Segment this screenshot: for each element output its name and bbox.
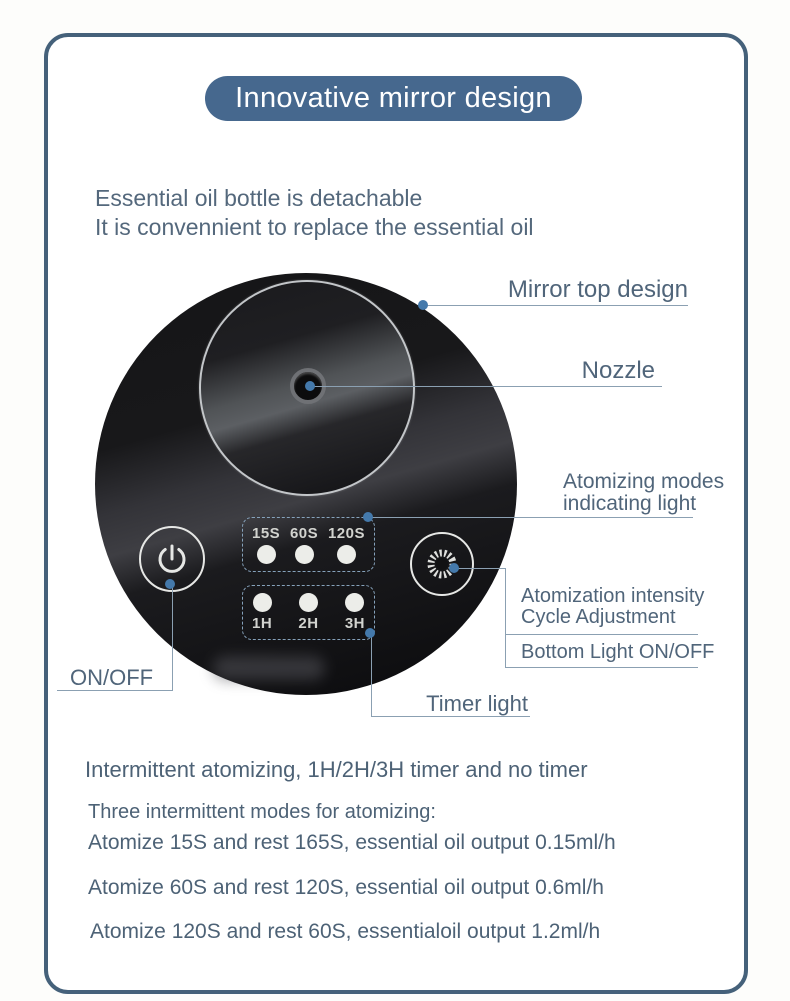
timer-2h bbox=[298, 593, 318, 632]
page-title: Innovative mirror design bbox=[235, 82, 552, 114]
callout-line-modes bbox=[368, 517, 693, 518]
timer-indicator-group bbox=[242, 585, 375, 640]
mode-led bbox=[295, 545, 314, 564]
intro-line-1: Essential oil bottle is detachable bbox=[95, 185, 423, 211]
callout-line-intensity-v bbox=[505, 568, 506, 667]
timer-led bbox=[299, 593, 318, 612]
timer-label: 3H bbox=[344, 615, 365, 632]
mode-led bbox=[257, 545, 276, 564]
mode-label: 120S bbox=[327, 525, 365, 542]
footer-line-1: Intermittent atomizing, 1H/2H/3H timer and no timer bbox=[85, 757, 588, 782]
callout-line-timer-v bbox=[371, 633, 372, 717]
timer-3h bbox=[345, 593, 365, 632]
footer-line-5: Atomize 120S and rest 60S, essentialoil output 1.2ml/h bbox=[90, 920, 601, 943]
mode-60s bbox=[290, 525, 318, 564]
callout-dot-onoff bbox=[165, 579, 175, 589]
mode-label: 60S bbox=[289, 525, 319, 542]
callout-dot-timer bbox=[365, 628, 375, 638]
mode-label: 15S bbox=[252, 525, 281, 542]
label-atomizing-modes: Atomizing modes indicating light bbox=[563, 470, 725, 515]
callout-dot-nozzle bbox=[305, 381, 315, 391]
callout-line-intensity-h bbox=[454, 568, 506, 569]
label-bottom-light: Bottom Light ON/OFF bbox=[521, 641, 715, 663]
intro-line-2: It is convennient to replace the essential oil bbox=[95, 214, 534, 240]
footer-line-2: Three intermittent modes for atomizing: bbox=[88, 801, 436, 823]
label-nozzle: Nozzle bbox=[581, 357, 655, 384]
label-mirror-top: Mirror top design bbox=[507, 276, 688, 303]
intro-text bbox=[95, 184, 534, 242]
callout-dot-intensity bbox=[449, 563, 459, 573]
callout-line-nozzle bbox=[311, 386, 662, 387]
timer-label: 1H bbox=[252, 615, 273, 632]
footer-line-3: Atomize 15S and rest 165S, essential oil output 0.15ml/h bbox=[88, 831, 616, 854]
mode-15s bbox=[252, 525, 280, 564]
power-icon bbox=[152, 539, 192, 579]
title-pill bbox=[205, 76, 582, 121]
mode-led bbox=[337, 545, 356, 564]
diffuser-top-view bbox=[95, 273, 517, 695]
callout-underline-bottom-light bbox=[505, 667, 698, 668]
callout-line-mirror bbox=[423, 305, 688, 306]
intensity-button bbox=[410, 532, 474, 596]
label-timer-light: Timer light bbox=[426, 691, 528, 716]
timer-led bbox=[253, 593, 272, 612]
blurred-watermark bbox=[213, 656, 325, 680]
callout-dot-mirror bbox=[418, 300, 428, 310]
atomizing-modes-indicator-group bbox=[242, 517, 375, 572]
footer-line-4: Atomize 60S and rest 120S, essential oil output 0.6ml/h bbox=[88, 876, 604, 899]
label-on-off: ON/OFF bbox=[70, 665, 154, 690]
timer-led bbox=[345, 593, 364, 612]
callout-underline-intensity bbox=[505, 634, 698, 635]
timer-1h bbox=[252, 593, 272, 632]
callout-dot-modes bbox=[363, 512, 373, 522]
label-atomization-intensity: Atomization intensity Cycle Adjustment bbox=[521, 585, 705, 628]
mode-120s bbox=[328, 525, 365, 564]
timer-label: 2H bbox=[298, 615, 319, 632]
callout-line-onoff-v bbox=[172, 584, 173, 691]
